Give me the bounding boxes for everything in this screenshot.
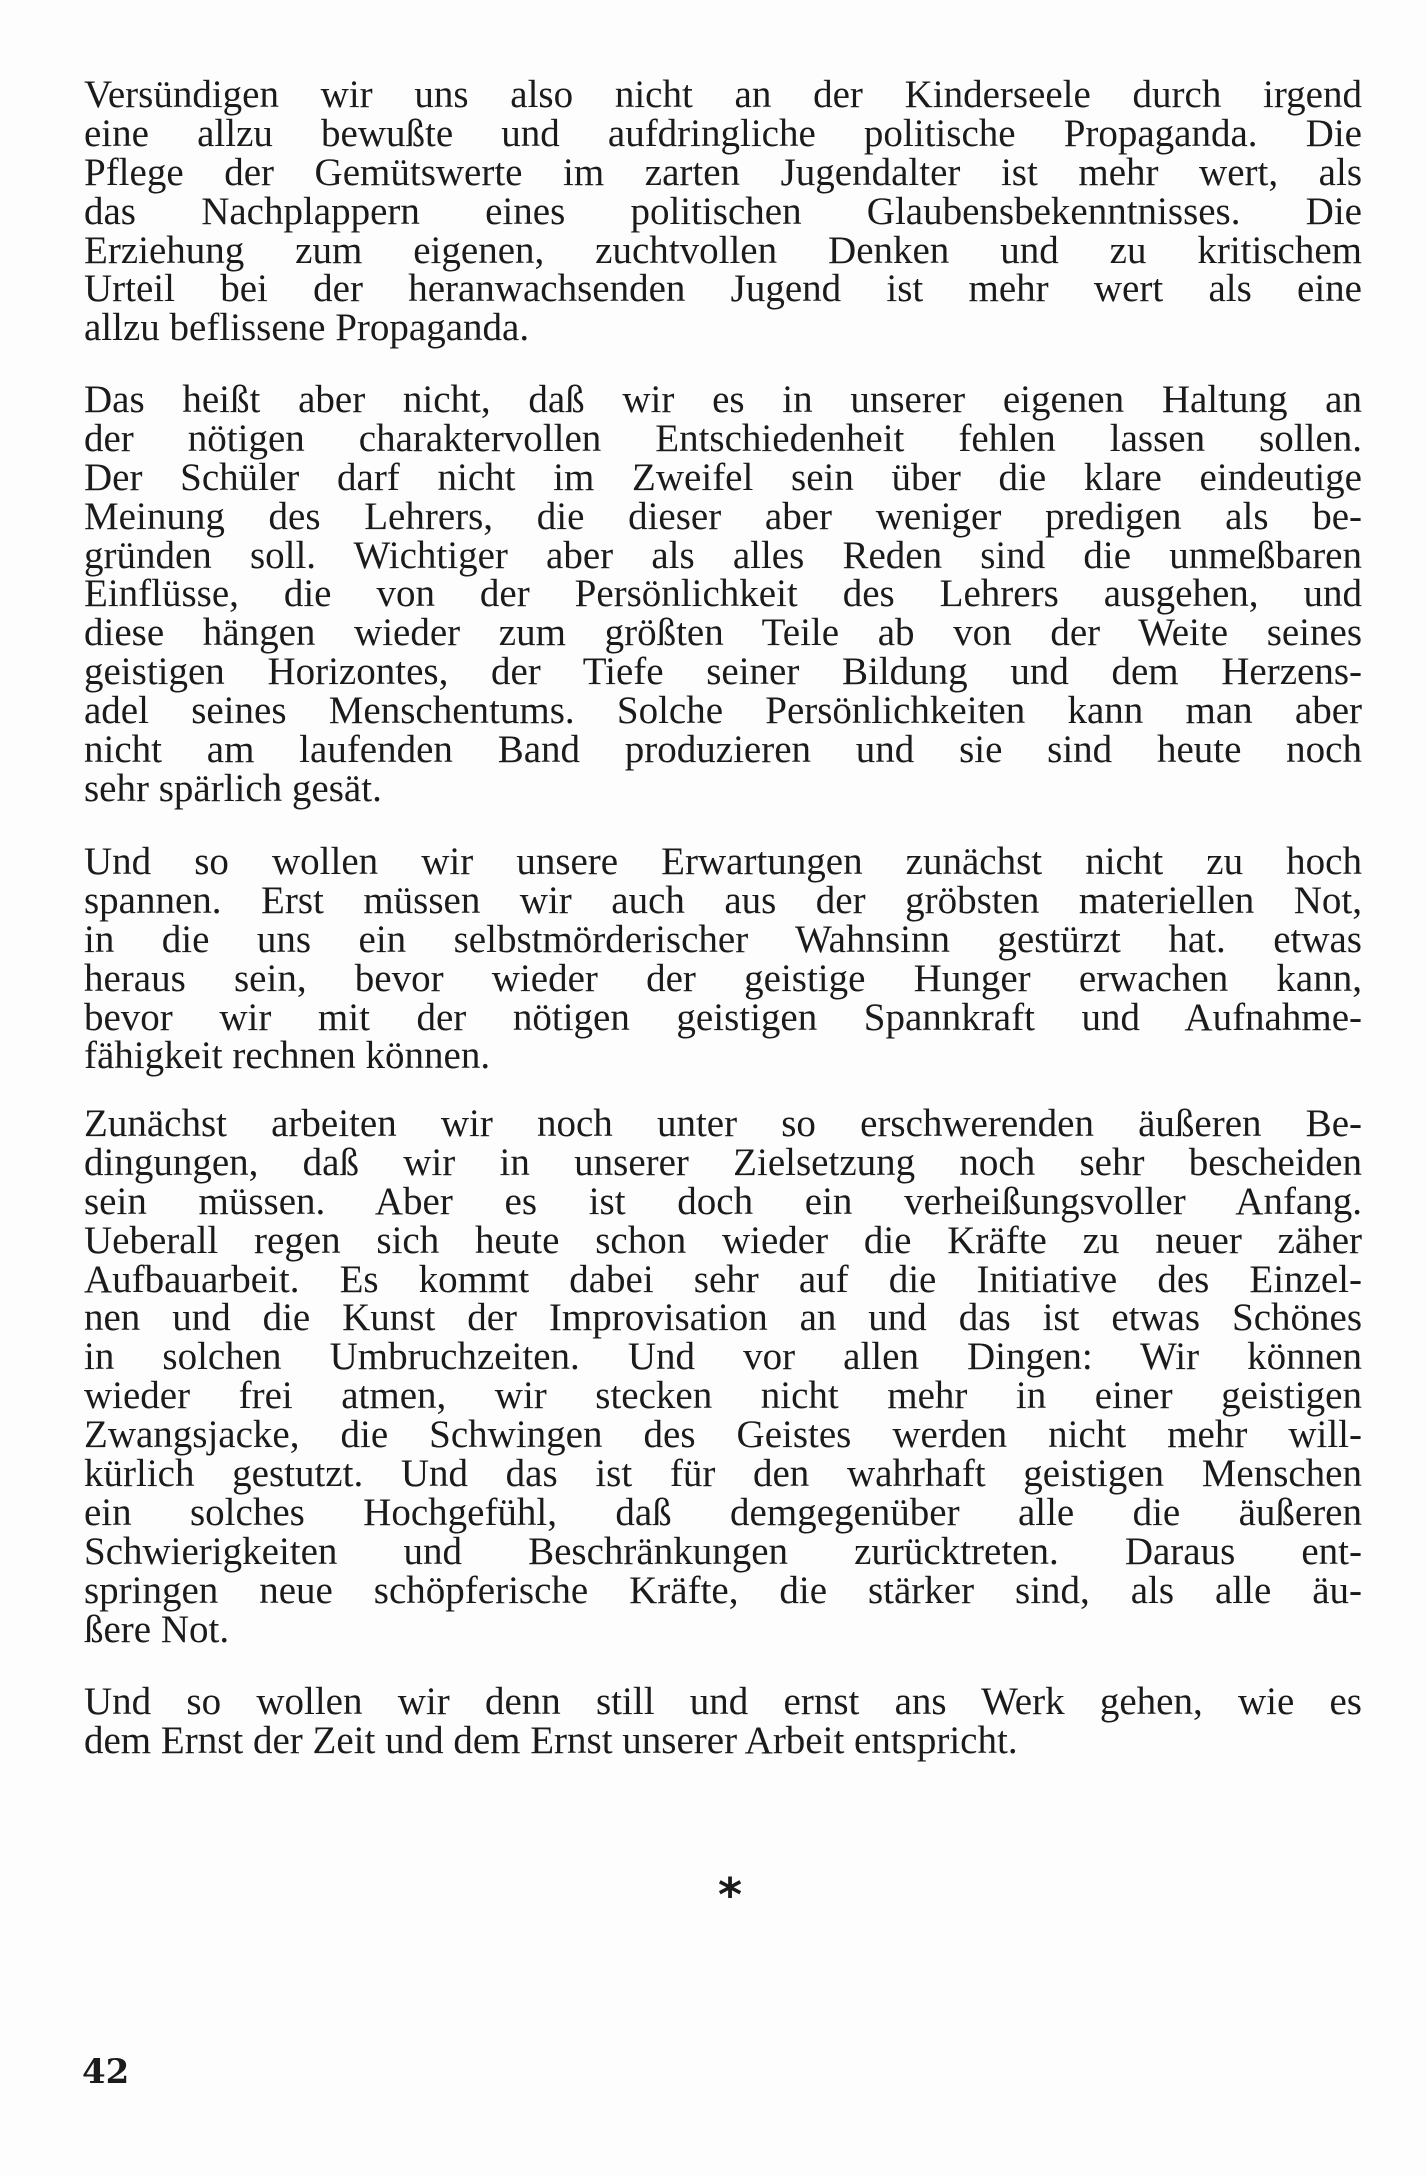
text-line: nicht am laufenden Band produzieren und sie sind heute noch	[84, 728, 1362, 772]
text-line: allzu beflissene Propaganda.	[84, 306, 530, 350]
text-line: Einflüsse, die von der Persönlichkeit des Lehrers ausgehen, und	[84, 572, 1362, 616]
text-line: Schwierigkeiten und Beschränkungen zurücktreten. Daraus ent-	[84, 1529, 1362, 1573]
paragraph-5	[84, 1680, 1362, 1762]
text-line: Zwangsjacke, die Schwingen des Geistes werden nicht mehr will-	[84, 1413, 1362, 1457]
text-line: dingungen, daß wir in unserer Zielsetzung noch sehr bescheiden	[84, 1140, 1362, 1184]
text-line: Ueberall regen sich heute schon wieder die Kräfte zu neuer zäher	[84, 1218, 1362, 1262]
paragraph-4	[84, 1102, 1362, 1651]
text-line: Das heißt aber nicht, daß wir es in unserer eigenen Haltung an	[84, 378, 1362, 421]
paragraph-1	[84, 73, 1362, 350]
paragraph-3	[84, 840, 1362, 1078]
text-line: Und so wollen wir denn still und ernst ans Werk gehen, wie es	[84, 1680, 1362, 1723]
text-line: kürlich gestutzt. Und das ist für den wahrhaft geistigen Menschen	[84, 1452, 1362, 1496]
page-number: 42	[82, 2052, 130, 2092]
text-line: fähigkeit rechnen können.	[84, 1034, 491, 1078]
text-line: Versündigen wir uns also nicht an der Kinderseele durch irgend	[84, 73, 1362, 116]
text-line: das Nachplappern eines politischen Glaubensbekenntnisses. Die	[84, 189, 1362, 233]
text-line: Aufbauarbeit. Es kommt dabei sehr auf die Initiative des Einzel-	[84, 1257, 1362, 1301]
text-line: sein müssen. Aber es ist doch ein verheißungsvoller Anfang.	[84, 1179, 1362, 1223]
text-line: adel seines Menschentums. Solche Persönlichkeiten kann man aber	[84, 689, 1362, 733]
text-line: spannen. Erst müssen wir auch aus der gröbsten materiellen Not,	[84, 878, 1362, 922]
text-line: Meinung des Lehrers, die dieser aber weniger predigen als be-	[84, 494, 1362, 538]
text-line: Zunächst arbeiten wir noch unter so erschwerenden äußeren Be-	[84, 1102, 1362, 1145]
text-line: geistigen Horizontes, der Tiefe seiner Bildung und dem Herzens-	[84, 650, 1362, 694]
text-line: wieder frei atmen, wir stecken nicht mehr in einer geistigen	[84, 1374, 1362, 1418]
text-line: Und so wollen wir unsere Erwartungen zunächst nicht zu hoch	[84, 840, 1362, 883]
text-line: Pflege der Gemütswerte im zarten Jugendalter ist mehr wert, als	[84, 150, 1362, 194]
text-line: in die uns ein selbstmörderischer Wahnsinn gestürzt hat. etwas	[84, 917, 1362, 961]
text-line: der nötigen charaktervollen Entschiedenheit fehlen lassen sollen.	[84, 416, 1362, 460]
text-line: sehr spärlich gesät.	[84, 766, 382, 810]
text-line: bevor wir mit der nötigen geistigen Spannkraft und Aufnahme-	[84, 995, 1362, 1039]
paragraph-2	[84, 378, 1362, 810]
section-separator: *	[717, 1868, 743, 1922]
text-line: Erziehung zum eigenen, zuchtvollen Denken und zu kritischem	[84, 228, 1362, 272]
text-line: springen neue schöpferische Kräfte, die stärker sind, als alle äu-	[84, 1568, 1362, 1612]
text-line: gründen soll. Wichtiger aber als alles Reden sind die unmeßbaren	[84, 533, 1362, 577]
text-line: diese hängen wieder zum größten Teile ab von der Weite seines	[84, 611, 1362, 655]
text-line: Urteil bei der heranwachsenden Jugend ist mehr wert als eine	[84, 267, 1362, 311]
text-line: ein solches Hochgefühl, daß demgegenüber alle die äußeren	[84, 1490, 1362, 1534]
text-line: eine allzu bewußte und aufdringliche politische Propaganda. Die	[84, 111, 1362, 155]
text-line: in solchen Umbruchzeiten. Und vor allen Dingen: Wir können	[84, 1335, 1362, 1379]
text-line: ßere Not.	[84, 1607, 230, 1651]
text-line: Der Schüler darf nicht im Zweifel sein über die klare eindeutige	[84, 455, 1362, 499]
text-line: nen und die Kunst der Improvisation an und das ist etwas Schönes	[84, 1296, 1362, 1340]
text-line: heraus sein, bevor wieder der geistige Hunger erwachen kann,	[84, 956, 1362, 1000]
text-line: dem Ernst der Zeit und dem Ernst unserer Arbeit entspricht.	[84, 1718, 1018, 1762]
